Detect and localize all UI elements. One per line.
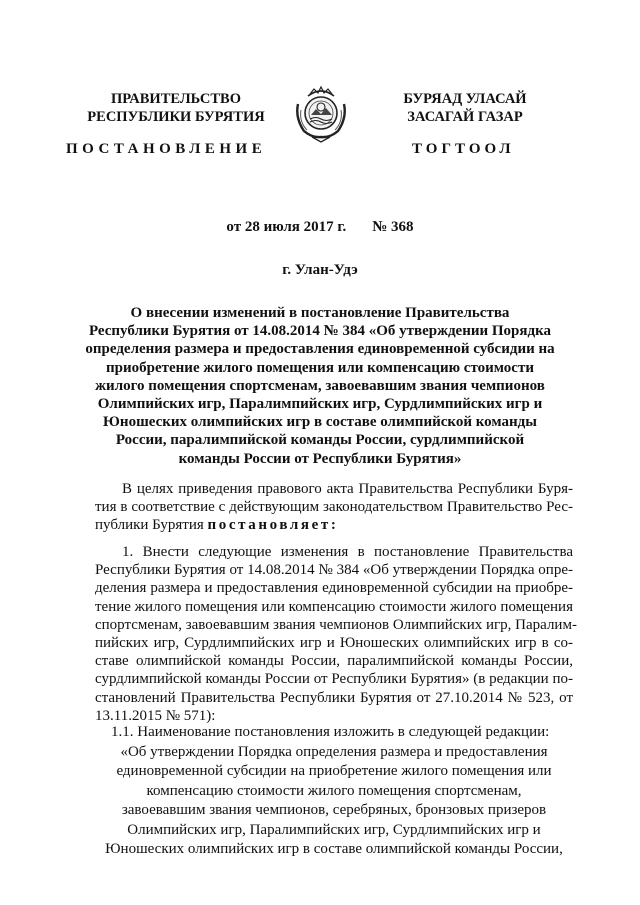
date-number-line <box>0 219 640 236</box>
document-date: от 28 июля 2017 г. <box>226 219 347 235</box>
title-line: приобретение жилого помещения или компенсацию стоимости <box>106 359 534 376</box>
body-line: пийских игр, Сурдлимпийских игр и Юношеских олимпийских игр в со- <box>95 635 573 652</box>
header-right-line-2: ЗАСАГАЙ ГАЗАР <box>407 109 523 125</box>
quote-line: «Об утверждении Порядка определения размера и предоставления <box>120 743 548 760</box>
preamble-prefix: публики Бурятия <box>95 517 208 534</box>
title-line: России, паралимпийской команды России, сурдлимпийской <box>115 432 525 449</box>
quote-line: единовременной субсидии на приобретение жилого помещения или <box>116 763 552 779</box>
quote-line: компенсацию стоимости жилого помещения спортсменам, <box>146 782 522 799</box>
city: г. Улан-Удэ <box>282 262 358 278</box>
doc-type-russian: ПОСТАНОВЛЕНИЕ <box>66 141 267 157</box>
title-line: Олимпийских игр, Паралимпийских игр, Сурдлимпийских игр и <box>97 396 543 413</box>
body-line: В целях приведения правового акта Правительства Республики Буря- <box>122 481 573 497</box>
quote-line: Олимпийских игр, Паралимпийских игр, Сурдлимпийских игр и <box>127 821 541 838</box>
body-line: становлений Правительства Республики Бурятия от 27.10.2014 № 523, от <box>95 689 573 706</box>
header-left-line-2: РЕСПУБЛИКИ БУРЯТИЯ <box>87 109 265 125</box>
title-line: Республики Бурятия от 14.08.2014 № 384 «Об утверждении Порядка <box>88 323 552 340</box>
item-1-paragraph <box>95 543 577 725</box>
quote-line: завоевавшим звания чемпионов, серебряных, бронзовых призеров <box>121 802 547 818</box>
title-line: команды России от Республики Бурятия» <box>178 450 462 467</box>
coat-of-arms-icon <box>292 82 350 144</box>
body-line: Республики Бурятия от 14.08.2014 № 384 «Об утверждении Порядка опре- <box>95 562 573 579</box>
resolves-keyword: постановляет: <box>207 517 339 534</box>
body-line: тение жилого помещения или компенсацию стоимости жилого помещения <box>95 598 573 615</box>
quote-line: Юношеских олимпийских игр в составе олимпийской команды России, <box>105 841 563 857</box>
body-line: тия в соответствие с действующим законодательством Правительство Рес- <box>95 499 573 516</box>
body-line: 13.11.2015 № 571): <box>95 707 216 724</box>
preamble-paragraph <box>95 480 573 535</box>
body-line: 1.1. Наименование постановления изложить в следующей редакции: <box>111 724 550 740</box>
body-line: сурдлимпийской команды России от Республики Бурятия» (в редакции по- <box>95 671 573 688</box>
header-left-block <box>66 90 286 126</box>
body-line: деления размера и предоставления единовременной субсидии на приобре- <box>95 580 573 597</box>
title-line: Юношеских олимпийских игр в составе олимпийской команды <box>103 414 537 431</box>
item-1-1-paragraph <box>95 723 573 860</box>
body-line: ставе олимпийской команды России, паралимпийской команды России, <box>95 653 573 670</box>
body-line: спортсменам, завоевавшим звания чемпионов Олимпийских игр, Паралим- <box>95 616 577 633</box>
header-right-line-1: БУРЯАД УЛАСАЙ <box>403 91 527 107</box>
title-line: жилого помещения спортсменам, завоевавшим звания чемпионов <box>95 377 545 394</box>
document-number: № 368 <box>372 219 414 235</box>
doc-type-buryat: ТОГТООЛ <box>412 141 515 157</box>
header-left-line-1: ПРАВИТЕЛЬСТВО <box>111 91 241 107</box>
body-line <box>95 516 573 534</box>
header-right-block <box>355 90 575 126</box>
title-line: О внесении изменений в постановление Правительства <box>130 305 510 321</box>
title-line: определения размера и предоставления единовременной субсидии на <box>85 341 555 358</box>
body-line: 1. Внести следующие изменения в постановление Правительства <box>122 544 573 560</box>
document-title <box>75 304 565 468</box>
